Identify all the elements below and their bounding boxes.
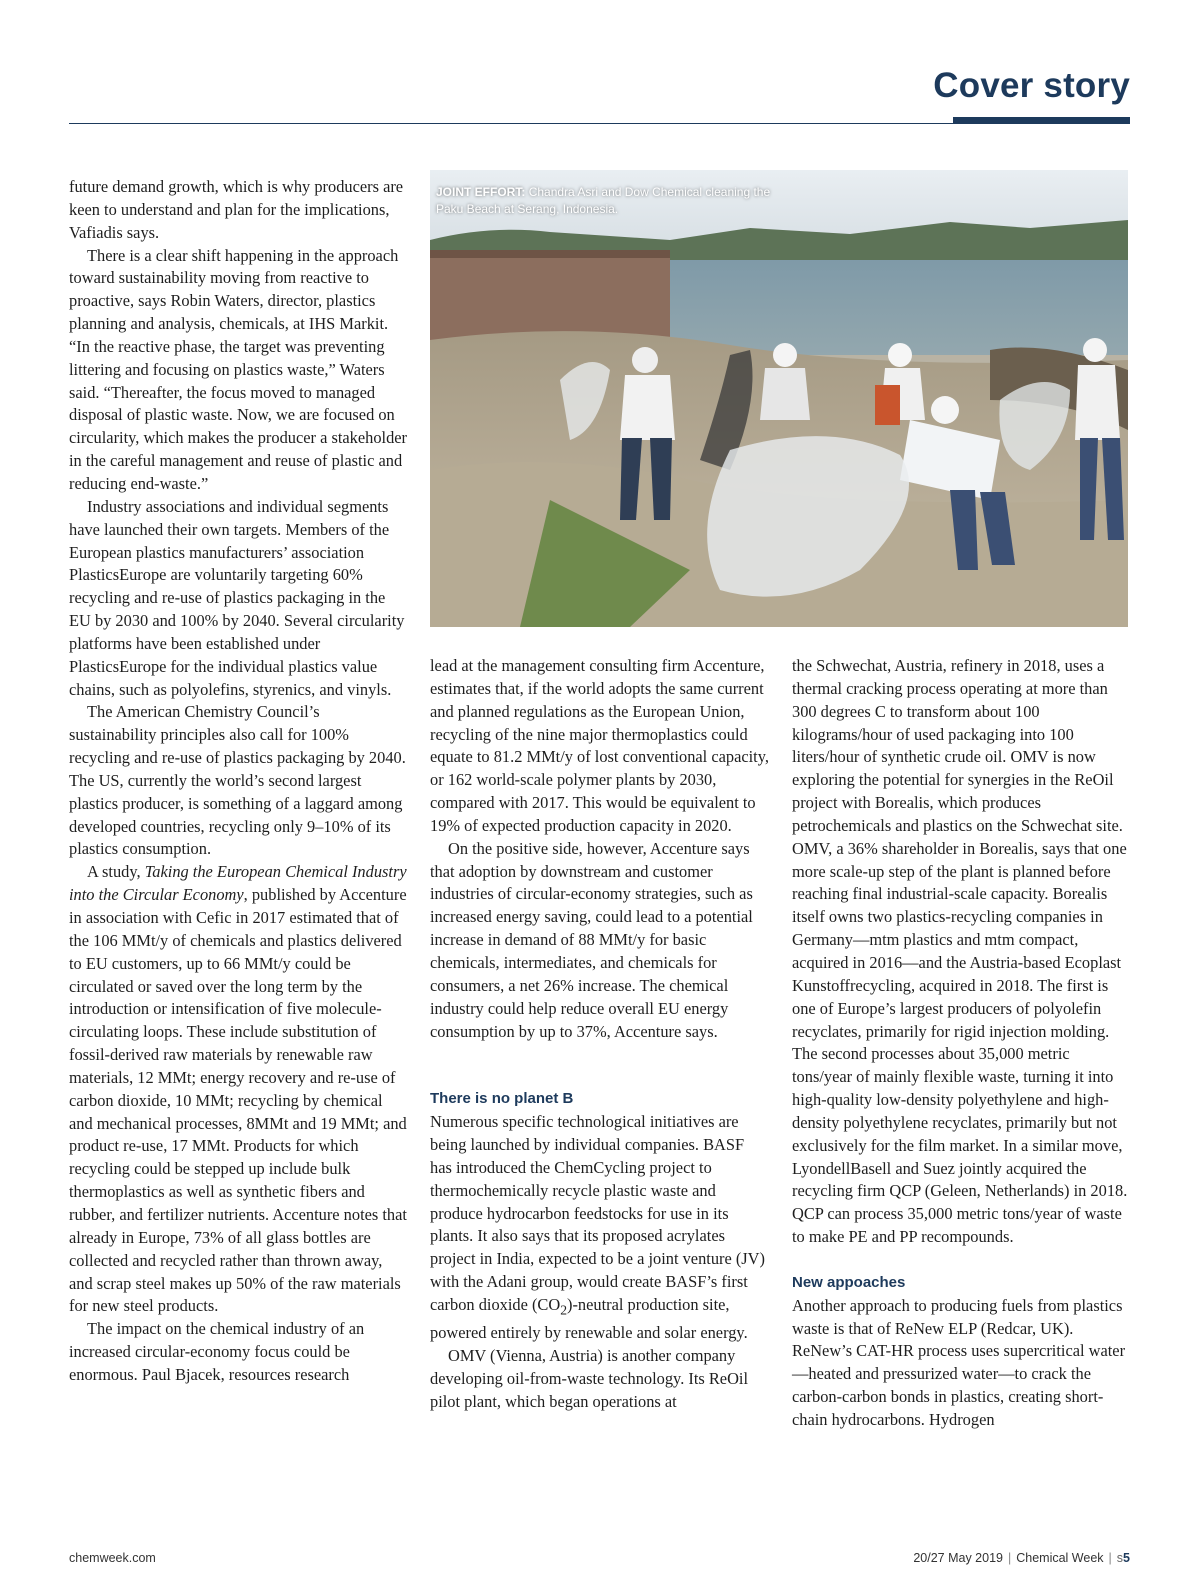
article-column-3 bbox=[792, 655, 1132, 1432]
footer-info bbox=[913, 1551, 1130, 1565]
text-run: Numerous specific technological initiatives are being launched by individual companies. BASF has introduced the ChemCycling project to thermochemically recycle plastic waste and produce hydrocarbon feedstocks for use in its plants. It also says that its proposed acrylates project in India, expected to be a joint venture (JV) with the Adani group, would create BASF’s first carbon dioxide (CO bbox=[430, 1112, 765, 1314]
paragraph: the Schwechat, Austria, refinery in 2018, uses a thermal cracking process operating at more than 300 degrees C to transform about 100 kilograms/hour of used packaging into 100 liters/hour of synthetic crude oil. OMV is now exploring the potential for synergies in the ReOil project with Borealis, which produces petrochemicals and plastics on the Schwechat site. OMV, a 36% shareholder in Borealis, says that one more scale-up step of the plant is planned before reaching final industrial-scale capacity. Borealis itself owns two plastics-recycling companies in Germany—mtm plastics and mtm compact, acquired in 2016—and the Austria-based Ecoplast Kunstoffrecycling, acquired in 2018. The first is one of Europe’s largest producers of polyolefin recyclates, primarily for rigid injection molding. The second processes about 35,000 metric tons/year of mainly flexible waste, turning it into high-quality low-density polyethylene and high-density polyethylene recyclates, primarily but not exclusively for the film market. In a similar move, LyondellBasell and Suez jointly acquired the recycling firm QCP (Geleen, Netherlands) in 2018. QCP can process 35,000 metric tons/year of waste to make PE and PP recompounds. bbox=[792, 656, 1128, 1247]
paragraph: Another approach to producing fuels from plastics waste is that of ReNew ELP (Redcar, UK). ReNew’s CAT-HR process uses supercritical water—heated and pressurized water—to crack the carbon-carbon bonds in plastics, creating short-chain hydrocarbons. Hydrogen bbox=[792, 1295, 1126, 1429]
text-run: )-neutral production site, powered entirely by renewable and solar energy. bbox=[430, 1294, 748, 1343]
paragraph: lead at the management consulting firm Accenture, estimates that, if the world adopts the same current and planned regulations as the European Union, recycling of the nine major thermoplastics could equate to 81.2 MMt/y of lost conventional capacity, or 162 world-scale polymer plants by 2030, compared with 2017. This would be equivalent to 19% of expected production capacity in 2020. bbox=[430, 656, 769, 835]
photo-caption bbox=[436, 184, 796, 218]
spacer bbox=[430, 1043, 770, 1088]
footer-site: chemweek.com bbox=[69, 1551, 156, 1565]
study-title: Taking the European Chemical Industry into the Circular Economy bbox=[69, 862, 407, 905]
caption-label: JOINT EFFORT: bbox=[436, 185, 526, 199]
subheading: New appoaches bbox=[792, 1273, 906, 1291]
paragraph: OMV (Vienna, Austria) is another company developing oil-from-waste technology. Its ReOil pilot plant, which began operations at bbox=[430, 1345, 749, 1411]
text-run: , published by Accenture in association with Cefic in 2017 estimated that of the 106 MMt/y of chemicals and plastics delivered to EU customers, up to 66 MMt/y could be circulated or saved over the long term by the introduction or intensification of five molecule-circulating loops. These include substitution of fossil-derived raw materials by renewable raw materials, 12 MMt; energy recovery and re-use of carbon dioxide, 10 MMt; recycling by chemical and mechanical processes, 8MMt and 19 MMt; and product re-use, 17 MMt. Products for which recycling could be stepped up include bulk thermoplastics as well as synthetic fibers and rubber, and fertilizer nutrients. Accenture notes that already in Europe, 73% of all glass bottles are collected and recycled rather than thrown away, and scrap steel makes up 50% of the raw materials for new steel products. bbox=[69, 885, 407, 1316]
paragraph: The impact on the chemical industry of an increased circular-economy focus could be enormous. Paul Bjacek, resources research bbox=[69, 1319, 365, 1384]
article-column-1 bbox=[69, 176, 409, 1387]
subheading: There is no planet B bbox=[430, 1090, 574, 1108]
footer-separator: | bbox=[1007, 1551, 1012, 1565]
article-column-2 bbox=[430, 655, 770, 1413]
footer-date: 20/27 May 2019 bbox=[913, 1551, 1003, 1565]
page-prefix: s bbox=[1116, 1551, 1124, 1565]
text-run: A study, bbox=[87, 862, 145, 882]
paragraph bbox=[430, 1111, 770, 1345]
spacer bbox=[792, 1249, 1132, 1272]
page-number: 5 bbox=[1123, 1551, 1130, 1565]
paragraph bbox=[69, 861, 409, 1318]
footer-separator: | bbox=[1108, 1551, 1112, 1565]
subscript: 2 bbox=[560, 1302, 568, 1318]
footer-publication: Chemical Week bbox=[1016, 1551, 1104, 1565]
caption-text: Chandra Asri and Dow Chemical cleaning the Paku Beach at Serang, Indonesia. bbox=[436, 185, 771, 216]
paragraph: On the positive side, however, Accenture says that adoption by downstream and customer industries of circular-economy strategies, such as increased energy saving, could lead to a potential increase in demand of 88 MMt/y for basic chemicals, intermediates, and chemicals for consumers, a net 26% increase. The chemical industry could help reduce overall EU energy consumption by up to 37%, Accenture says. bbox=[430, 838, 753, 1041]
header-accent-bar bbox=[953, 117, 1130, 124]
beach-cleanup-photo bbox=[430, 170, 1128, 627]
section-title: Cover story bbox=[933, 66, 1130, 105]
paragraph: The American Chemistry Council’s sustainability principles also call for 100% recycling and re-use of plastics packaging by 2040. The US, currently the world’s second largest plastics producer, is something of a laggard among developed countries, recycling only 9–10% of its plastics consumption. bbox=[69, 702, 406, 859]
paragraph: Industry associations and individual segments have launched their own targets. Members of the European plastics manufacturers’ association PlasticsEurope are voluntarily targeting 60% recycling and re-use of plastics packaging in the EU by 2030 and 100% by 2040. Several circularity platforms have been established under PlasticsEurope for the individual plastics value chains, such as polyolefins, styrenics, and vinyls. bbox=[69, 496, 405, 699]
paragraph: There is a clear shift happening in the approach toward sustainability moving from reactive to proactive, says Robin Waters, director, plastics planning and analysis, chemicals, at IHS Markit. “In the reactive phase, the target was preventing littering and focusing on plastics waste,” Waters said. “Thereafter, the focus moved to managed disposal of plastic waste. Now, we are focused on circularity, which makes the producer a stakeholder in the careful management and reuse of plastic and reducing end-waste.” bbox=[69, 245, 407, 493]
paragraph: future demand growth, which is why producers are keen to understand and plan for the implications, Vafiadis says. bbox=[69, 177, 404, 242]
article-photo bbox=[430, 170, 1128, 627]
